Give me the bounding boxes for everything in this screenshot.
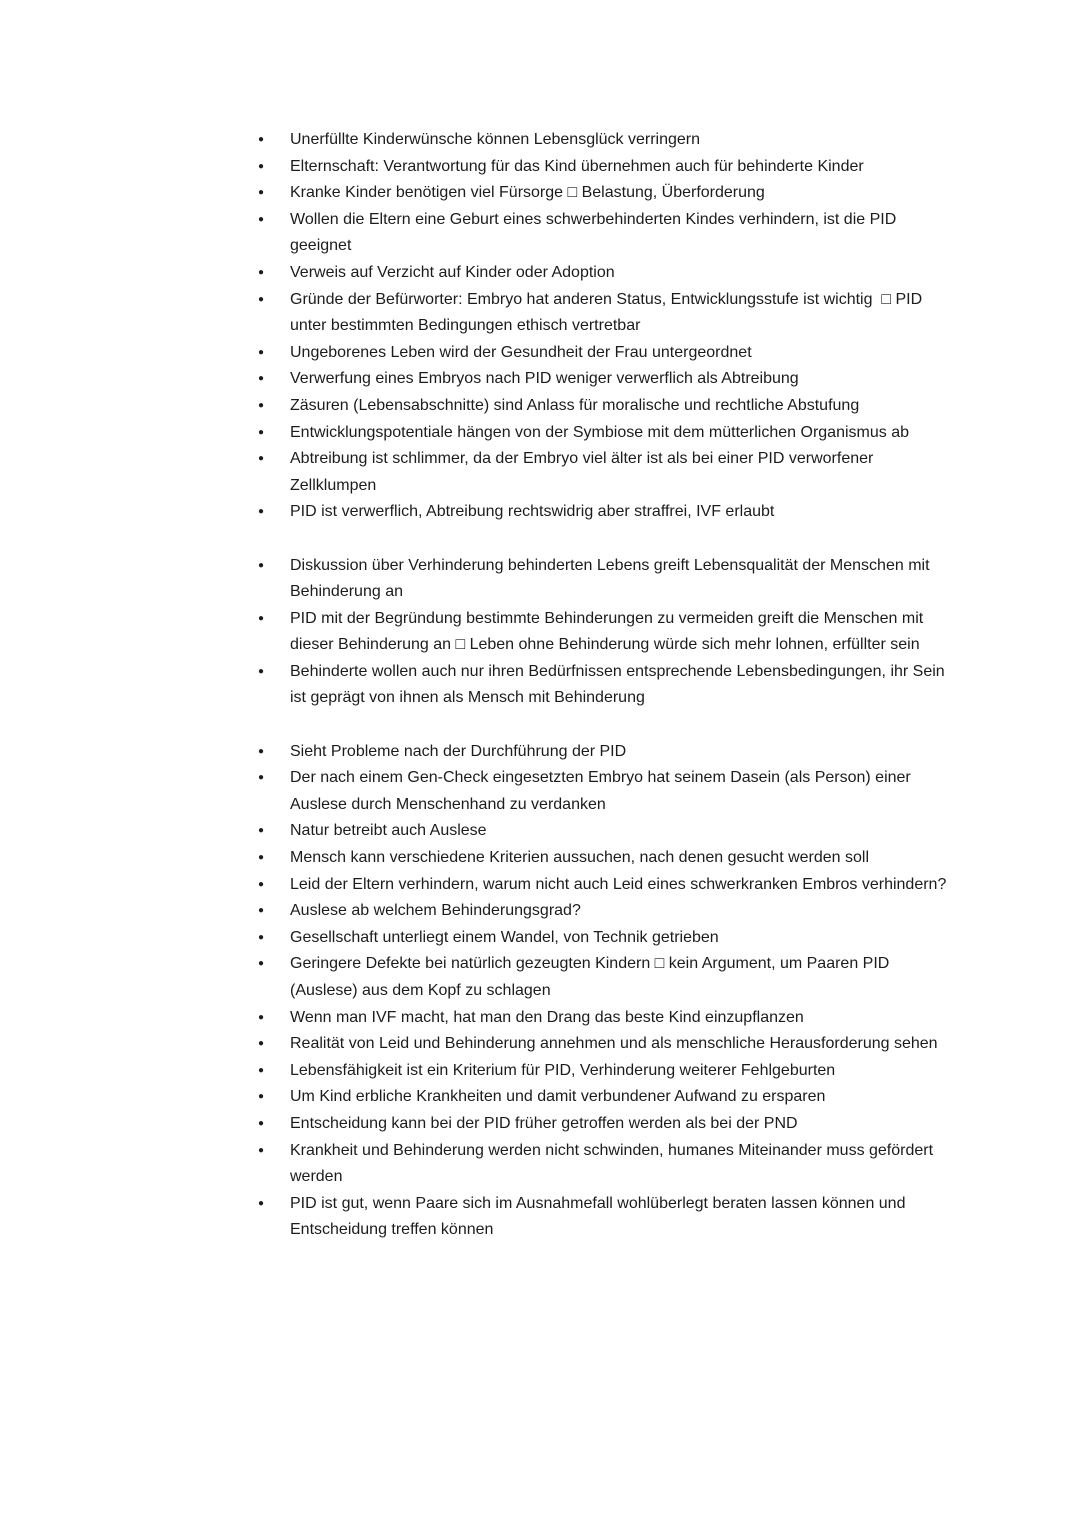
- bullet-list-group-2: [250, 553, 950, 713]
- bullet-list-group-1: [250, 127, 950, 526]
- list-item: [250, 127, 952, 154]
- list-item: [250, 180, 952, 207]
- list-item-text: Gesellschaft unterliegt einem Wandel, von Technik getrieben: [290, 928, 719, 946]
- list-item-text: Sieht Probleme nach der Durchführung der PID: [290, 742, 627, 760]
- list-item-text: Natur betreibt auch Auslese: [290, 822, 487, 840]
- list-item: [250, 1031, 952, 1058]
- list-item-text: Wollen die Eltern eine Geburt eines schwerbehinderten Kindes verhindern, ist die PID geeignet: [290, 210, 901, 255]
- list-item: [250, 1005, 952, 1032]
- list-item: [250, 420, 952, 447]
- list-item-text: Verweis auf Verzicht auf Kinder oder Adoption: [290, 263, 615, 281]
- list-item-text: Kranke Kinder benötigen viel Fürsorge □ Belastung, Überforderung: [290, 184, 765, 202]
- list-item-text: Zäsuren (Lebensabschnitte) sind Anlass für moralische und rechtliche Abstufung: [290, 396, 860, 414]
- list-item-text: Der nach einem Gen-Check eingesetzten Embryo hat seinem Dasein (als Person) einer Auslese durch Menschenhand zu verdanken: [290, 769, 915, 813]
- list-item: [250, 1084, 952, 1111]
- list-item: [250, 925, 952, 952]
- list-item-text: PID ist verwerflich, Abtreibung rechtswidrig aber straffrei, IVF erlaubt: [290, 503, 775, 521]
- list-item: [250, 393, 952, 420]
- list-item-text: Diskussion über Verhinderung behinderten Lebens greift Lebensqualität der Menschen mit Behinderung an: [290, 556, 934, 601]
- list-item-text: Verwerfung eines Embryos nach PID weniger verwerflich als Abtreibung: [290, 370, 799, 388]
- list-item-text: Geringere Defekte bei natürlich gezeugten Kindern □ kein Argument, um Paaren PID (Auslese) aus dem Kopf zu schlagen: [290, 955, 894, 999]
- list-item: [250, 845, 952, 872]
- list-item: [250, 340, 952, 367]
- list-item-text: Abtreibung ist schlimmer, da der Embryo viel älter ist als bei einer PID verworfener Zellklumpen: [290, 450, 878, 494]
- list-item: [250, 366, 952, 393]
- list-item-text: Auslese ab welchem Behinderungsgrad?: [290, 902, 581, 920]
- list-item-text: Elternschaft: Verantwortung für das Kind übernehmen auch für behinderte Kinder: [290, 157, 864, 175]
- list-item-text: Mensch kann verschiedene Kriterien aussuchen, nach denen gesucht werden soll: [290, 849, 870, 867]
- list-item: [250, 1138, 952, 1191]
- list-item: [250, 1058, 952, 1085]
- list-item: [250, 765, 952, 818]
- list-item: [250, 207, 952, 260]
- bullet-list-group-3: [250, 739, 950, 1244]
- list-item-text: Leid der Eltern verhindern, warum nicht auch Leid eines schwerkranken Embros verhindern?: [290, 875, 947, 893]
- list-item: [250, 260, 952, 287]
- list-item: [250, 553, 952, 606]
- list-item: [250, 951, 952, 1004]
- list-item: [250, 898, 952, 925]
- list-item-text: Gründe der Befürworter: Embryo hat anderen Status, Entwicklungsstufe ist wichtig □ PID unter bestimmten Bedingungen ethisch vertretbar: [290, 290, 927, 335]
- document-page: [250, 127, 950, 1244]
- list-item-text: Wenn man IVF macht, hat man den Drang das beste Kind einzupflanzen: [290, 1008, 804, 1026]
- list-item-text: Behinderte wollen auch nur ihren Bedürfnissen entsprechende Lebensbedingungen, ihr Sein ist geprägt von ihnen als Mensch mit Behinderung: [290, 662, 950, 707]
- list-item: [250, 154, 952, 181]
- list-item-text: Lebensfähigkeit ist ein Kriterium für PID, Verhinderung weiterer Fehlgeburten: [290, 1061, 836, 1079]
- list-item: [250, 872, 952, 899]
- list-item-text: Ungeborenes Leben wird der Gesundheit der Frau untergeordnet: [290, 343, 752, 361]
- list-item-text: Um Kind erbliche Krankheiten und damit verbundener Aufwand zu ersparen: [290, 1088, 826, 1106]
- list-item: [250, 739, 952, 766]
- list-item: [250, 818, 952, 845]
- list-item-text: PID mit der Begründung bestimmte Behinderungen zu vermeiden greift die Menschen mit dieser Behinderung an □ Leben ohne Behinderung würde sich mehr lohnen, erfüllter sein: [290, 609, 928, 654]
- list-item-text: Unerfüllte Kinderwünsche können Lebensglück verringern: [290, 131, 701, 148]
- list-item: [250, 606, 952, 659]
- list-item-text: PID ist gut, wenn Paare sich im Ausnahmefall wohlüberlegt beraten lassen können und Entscheidung treffen können: [290, 1194, 910, 1239]
- list-item: [250, 659, 952, 712]
- list-item: [250, 499, 952, 526]
- list-item-text: Entwicklungspotentiale hängen von der Symbiose mit dem mütterlichen Organismus ab: [290, 423, 909, 441]
- list-item-text: Realität von Leid und Behinderung annehmen und als menschliche Herausforderung sehen: [290, 1035, 938, 1053]
- list-item-text: Entscheidung kann bei der PID früher getroffen werden als bei der PND: [290, 1114, 798, 1132]
- list-item: [250, 287, 952, 340]
- list-item: [250, 1111, 952, 1138]
- list-item: [250, 1191, 952, 1244]
- list-item-text: Krankheit und Behinderung werden nicht schwinden, humanes Miteinander muss gefördert werden: [290, 1141, 938, 1186]
- list-item: [250, 446, 952, 499]
